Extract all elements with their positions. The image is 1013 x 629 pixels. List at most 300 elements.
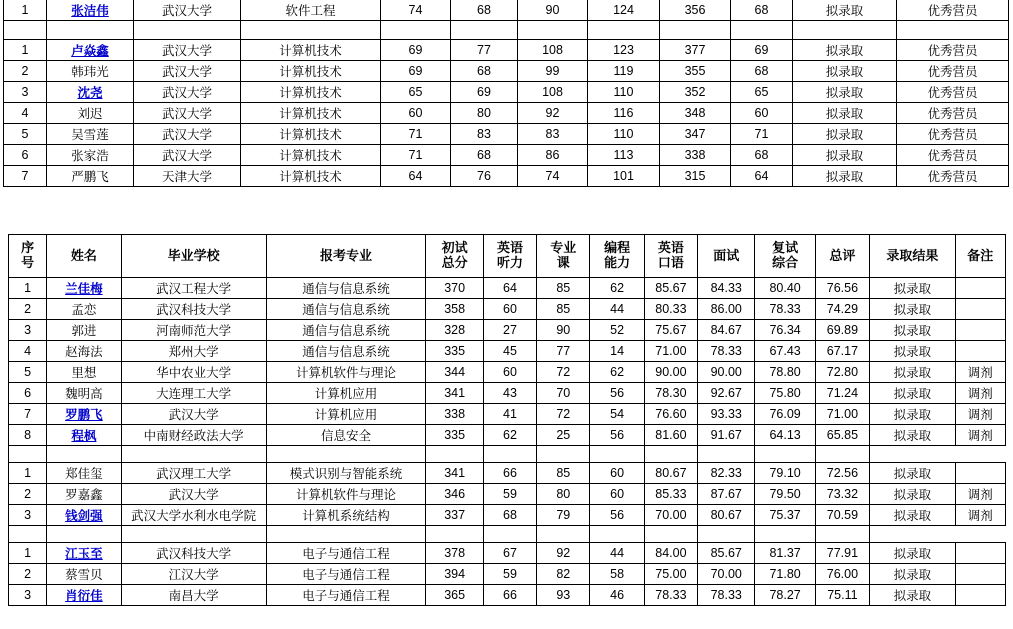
retest-composite: 71.80 [755, 564, 815, 585]
score-2: 68 [451, 0, 518, 21]
score-1: 69 [381, 40, 451, 61]
listening-score: 66 [483, 585, 536, 606]
empty-cell [134, 21, 241, 40]
admission-result: 拟录取 [793, 103, 897, 124]
graduate-school: 郑州大学 [121, 341, 266, 362]
remark: 优秀营员 [897, 103, 1009, 124]
初试-score: 341 [426, 383, 483, 404]
table-row [9, 564, 1006, 585]
graduate-school: 天津大学 [134, 166, 241, 187]
remark [955, 564, 1005, 585]
student-name: 张家浩 [47, 145, 134, 166]
major-course-score: 77 [537, 341, 590, 362]
row-index: 1 [4, 40, 47, 61]
oral-english-score: 80.33 [644, 299, 697, 320]
remark [955, 585, 1005, 606]
empty-cell [483, 526, 536, 543]
row-index: 5 [9, 362, 47, 383]
admission-result: 拟录取 [870, 320, 956, 341]
column-header: 专业 课 [537, 235, 590, 278]
listening-score: 27 [483, 320, 536, 341]
student-name[interactable] [47, 40, 134, 61]
student-name-link[interactable]: 沈尧 [77, 86, 103, 100]
table-row [4, 145, 1009, 166]
overall-score: 69.89 [815, 320, 869, 341]
listening-score: 62 [483, 425, 536, 446]
interview-score: 85.67 [698, 543, 755, 564]
score-1: 64 [381, 166, 451, 187]
applied-major: 计算机技术 [241, 103, 381, 124]
interview-score: 80.67 [698, 505, 755, 526]
retest-composite: 76.09 [755, 404, 815, 425]
empty-cell [815, 446, 869, 463]
admission-result: 拟录取 [870, 463, 956, 484]
overall-score: 72.80 [815, 362, 869, 383]
score-4: 110 [588, 124, 660, 145]
column-header: 总评 [815, 235, 869, 278]
applied-major: 通信与信息系统 [266, 341, 426, 362]
student-name: 韩玮光 [47, 61, 134, 82]
row-index: 7 [9, 404, 47, 425]
score-4: 119 [588, 61, 660, 82]
total-score: 352 [660, 82, 731, 103]
major-course-score: 80 [537, 484, 590, 505]
初试-score: 370 [426, 278, 483, 299]
retest-score: 65 [731, 82, 793, 103]
student-name[interactable] [47, 278, 121, 299]
listening-score: 60 [483, 299, 536, 320]
applied-major: 模式识别与智能系统 [266, 463, 426, 484]
empty-cell [644, 446, 697, 463]
empty-cell [266, 446, 426, 463]
applied-major: 电子与通信工程 [266, 585, 426, 606]
score-3: 108 [518, 40, 588, 61]
interview-score: 90.00 [698, 362, 755, 383]
score-3: 86 [518, 145, 588, 166]
applied-major: 计算机应用 [266, 383, 426, 404]
table-row [4, 0, 1009, 21]
student-name-link[interactable]: 程枫 [71, 429, 97, 443]
admission-table-main-wrap [8, 234, 1006, 606]
column-header: 英语 口语 [644, 235, 697, 278]
row-index: 2 [9, 299, 47, 320]
初试-score: 328 [426, 320, 483, 341]
table-separator-row [4, 21, 1009, 40]
listening-score: 45 [483, 341, 536, 362]
student-name-link[interactable]: 钱剑强 [65, 509, 103, 523]
score-1: 74 [381, 0, 451, 21]
row-index: 3 [9, 505, 47, 526]
interview-score: 78.33 [698, 585, 755, 606]
table-row [4, 103, 1009, 124]
score-3: 108 [518, 82, 588, 103]
graduate-school: 武汉大学水利水电学院 [121, 505, 266, 526]
admission-result: 拟录取 [870, 585, 956, 606]
empty-cell [9, 526, 47, 543]
student-name: 郑佳玺 [47, 463, 121, 484]
table-row [9, 463, 1006, 484]
row-index: 3 [9, 585, 47, 606]
row-index: 4 [4, 103, 47, 124]
student-name[interactable] [47, 0, 134, 21]
admission-result: 拟录取 [870, 564, 956, 585]
empty-cell [870, 446, 956, 463]
overall-score: 72.56 [815, 463, 869, 484]
interview-score: 92.67 [698, 383, 755, 404]
remark: 优秀营员 [897, 145, 1009, 166]
remark: 调剂 [955, 484, 1005, 505]
empty-cell [698, 446, 755, 463]
student-name[interactable] [47, 82, 134, 103]
student-name: 罗嘉鑫 [47, 484, 121, 505]
table-row [9, 484, 1006, 505]
empty-cell [537, 446, 590, 463]
programming-score: 54 [590, 404, 644, 425]
初试-score: 335 [426, 341, 483, 362]
programming-score: 14 [590, 341, 644, 362]
retest-score: 60 [731, 103, 793, 124]
column-header: 序 号 [9, 235, 47, 278]
admission-result: 拟录取 [793, 0, 897, 21]
major-course-score: 82 [537, 564, 590, 585]
row-index: 2 [9, 484, 47, 505]
overall-score: 75.11 [815, 585, 869, 606]
empty-cell [590, 446, 644, 463]
empty-cell [483, 446, 536, 463]
retest-composite: 75.37 [755, 505, 815, 526]
programming-score: 62 [590, 362, 644, 383]
admission-result: 拟录取 [793, 124, 897, 145]
oral-english-score: 85.67 [644, 278, 697, 299]
empty-cell [588, 21, 660, 40]
row-index: 1 [4, 0, 47, 21]
total-score: 377 [660, 40, 731, 61]
student-name[interactable] [47, 425, 121, 446]
listening-score: 43 [483, 383, 536, 404]
programming-score: 44 [590, 299, 644, 320]
remark [955, 463, 1005, 484]
student-name: 孟恋 [47, 299, 121, 320]
empty-cell [426, 446, 483, 463]
graduate-school: 南昌大学 [121, 585, 266, 606]
初试-score: 344 [426, 362, 483, 383]
student-name-link[interactable]: 卢焱鑫 [71, 44, 109, 58]
student-name: 严鹏飞 [47, 166, 134, 187]
remark [955, 341, 1005, 362]
admission-table-main [8, 234, 1006, 606]
oral-english-score: 80.67 [644, 463, 697, 484]
admission-result: 拟录取 [870, 505, 956, 526]
retest-composite: 78.80 [755, 362, 815, 383]
score-3: 83 [518, 124, 588, 145]
table-header-row [9, 235, 1006, 278]
admission-result: 拟录取 [870, 404, 956, 425]
retest-composite: 79.10 [755, 463, 815, 484]
admission-result: 拟录取 [793, 166, 897, 187]
graduate-school: 武汉大学 [134, 124, 241, 145]
interview-score: 87.67 [698, 484, 755, 505]
初试-score: 394 [426, 564, 483, 585]
student-name[interactable] [47, 543, 121, 564]
score-4: 110 [588, 82, 660, 103]
student-name[interactable] [47, 585, 121, 606]
score-1: 65 [381, 82, 451, 103]
row-index: 1 [9, 543, 47, 564]
programming-score: 60 [590, 484, 644, 505]
empty-cell [897, 21, 1009, 40]
score-1: 71 [381, 124, 451, 145]
programming-score: 62 [590, 278, 644, 299]
remark: 调剂 [955, 505, 1005, 526]
total-score: 338 [660, 145, 731, 166]
row-index: 7 [4, 166, 47, 187]
score-2: 77 [451, 40, 518, 61]
overall-score: 70.59 [815, 505, 869, 526]
column-header: 备注 [955, 235, 1005, 278]
score-1: 71 [381, 145, 451, 166]
interview-score: 91.67 [698, 425, 755, 446]
student-name: 里想 [47, 362, 121, 383]
column-header: 英语 听力 [483, 235, 536, 278]
programming-score: 60 [590, 463, 644, 484]
admission-result: 拟录取 [870, 484, 956, 505]
student-name-link[interactable]: 兰佳梅 [65, 282, 103, 296]
empty-cell [644, 526, 697, 543]
remark: 调剂 [955, 425, 1005, 446]
interview-score: 78.33 [698, 341, 755, 362]
admission-result: 拟录取 [870, 543, 956, 564]
applied-major: 计算机技术 [241, 166, 381, 187]
applied-major: 电子与通信工程 [266, 543, 426, 564]
applied-major: 通信与信息系统 [266, 278, 426, 299]
oral-english-score: 78.33 [644, 585, 697, 606]
row-index: 1 [9, 463, 47, 484]
empty-cell [755, 526, 815, 543]
applied-major: 计算机技术 [241, 82, 381, 103]
admission-result: 拟录取 [870, 362, 956, 383]
retest-score: 64 [731, 166, 793, 187]
remark: 优秀营员 [897, 166, 1009, 187]
graduate-school: 武汉大学 [134, 82, 241, 103]
listening-score: 41 [483, 404, 536, 425]
interview-score: 70.00 [698, 564, 755, 585]
admission-result: 拟录取 [793, 40, 897, 61]
major-course-score: 85 [537, 278, 590, 299]
empty-cell [755, 446, 815, 463]
interview-score: 84.33 [698, 278, 755, 299]
admission-result: 拟录取 [870, 299, 956, 320]
empty-cell [793, 21, 897, 40]
remark [955, 543, 1005, 564]
applied-major: 计算机应用 [266, 404, 426, 425]
interview-score: 84.67 [698, 320, 755, 341]
empty-cell [381, 21, 451, 40]
table-row [4, 82, 1009, 103]
row-index: 1 [9, 278, 47, 299]
score-3: 90 [518, 0, 588, 21]
graduate-school: 武汉大学 [121, 404, 266, 425]
remark: 优秀营员 [897, 124, 1009, 145]
empty-cell [698, 526, 755, 543]
remark: 调剂 [955, 383, 1005, 404]
score-4: 123 [588, 40, 660, 61]
graduate-school: 武汉大学 [134, 145, 241, 166]
major-course-score: 70 [537, 383, 590, 404]
column-header: 毕业学校 [121, 235, 266, 278]
overall-score: 73.32 [815, 484, 869, 505]
empty-cell [537, 526, 590, 543]
listening-score: 59 [483, 484, 536, 505]
score-4: 124 [588, 0, 660, 21]
table-row [4, 124, 1009, 145]
column-header: 报考专业 [266, 235, 426, 278]
oral-english-score: 70.00 [644, 505, 697, 526]
score-2: 69 [451, 82, 518, 103]
major-course-score: 90 [537, 320, 590, 341]
column-header: 姓名 [47, 235, 121, 278]
student-name: 刘迟 [47, 103, 134, 124]
column-header: 初试 总分 [426, 235, 483, 278]
listening-score: 59 [483, 564, 536, 585]
retest-composite: 79.50 [755, 484, 815, 505]
student-name: 郭进 [47, 320, 121, 341]
retest-composite: 81.37 [755, 543, 815, 564]
retest-composite: 78.33 [755, 299, 815, 320]
oral-english-score: 76.60 [644, 404, 697, 425]
score-3: 74 [518, 166, 588, 187]
overall-score: 71.24 [815, 383, 869, 404]
retest-score: 68 [731, 61, 793, 82]
applied-major: 通信与信息系统 [266, 320, 426, 341]
listening-score: 66 [483, 463, 536, 484]
student-name: 吴雪莲 [47, 124, 134, 145]
oral-english-score: 85.33 [644, 484, 697, 505]
oral-english-score: 90.00 [644, 362, 697, 383]
score-2: 68 [451, 145, 518, 166]
graduate-school: 武汉大学 [134, 61, 241, 82]
score-4: 113 [588, 145, 660, 166]
row-index: 3 [9, 320, 47, 341]
major-course-score: 25 [537, 425, 590, 446]
graduate-school: 华中农业大学 [121, 362, 266, 383]
score-2: 68 [451, 61, 518, 82]
row-index: 3 [4, 82, 47, 103]
total-score: 347 [660, 124, 731, 145]
empty-cell [9, 446, 47, 463]
table-separator-row [9, 526, 1006, 543]
oral-english-score: 75.00 [644, 564, 697, 585]
listening-score: 64 [483, 278, 536, 299]
overall-score: 76.56 [815, 278, 869, 299]
retest-composite: 78.27 [755, 585, 815, 606]
table-row [9, 505, 1006, 526]
remark [955, 320, 1005, 341]
student-name: 赵海法 [47, 341, 121, 362]
table-row [9, 320, 1006, 341]
empty-cell [47, 526, 121, 543]
table-separator-row [9, 446, 1006, 463]
remark: 优秀营员 [897, 0, 1009, 21]
admission-result: 拟录取 [870, 341, 956, 362]
student-name-link[interactable]: 江玉至 [65, 547, 103, 561]
oral-english-score: 75.67 [644, 320, 697, 341]
retest-score: 71 [731, 124, 793, 145]
row-index: 5 [4, 124, 47, 145]
total-score: 315 [660, 166, 731, 187]
student-name: 蔡雪贝 [47, 564, 121, 585]
graduate-school: 大连理工大学 [121, 383, 266, 404]
admission-result: 拟录取 [870, 278, 956, 299]
retest-composite: 80.40 [755, 278, 815, 299]
table-row [4, 61, 1009, 82]
retest-composite: 75.80 [755, 383, 815, 404]
empty-cell [518, 21, 588, 40]
初试-score: 358 [426, 299, 483, 320]
overall-score: 77.91 [815, 543, 869, 564]
major-course-score: 85 [537, 463, 590, 484]
table-row [9, 278, 1006, 299]
初试-score: 335 [426, 425, 483, 446]
applied-major: 通信与信息系统 [266, 299, 426, 320]
empty-cell [266, 526, 426, 543]
retest-score: 68 [731, 145, 793, 166]
初试-score: 346 [426, 484, 483, 505]
major-course-score: 93 [537, 585, 590, 606]
empty-cell [121, 526, 266, 543]
empty-cell [4, 21, 47, 40]
empty-cell [590, 526, 644, 543]
interview-score: 86.00 [698, 299, 755, 320]
table-row [9, 362, 1006, 383]
student-name-link[interactable]: 罗鹏飞 [65, 408, 103, 422]
retest-score: 68 [731, 0, 793, 21]
applied-major: 计算机技术 [241, 145, 381, 166]
empty-cell [426, 526, 483, 543]
empty-cell [660, 21, 731, 40]
table-row [4, 166, 1009, 187]
total-score: 348 [660, 103, 731, 124]
graduate-school: 武汉科技大学 [121, 543, 266, 564]
初试-score: 378 [426, 543, 483, 564]
remark: 优秀营员 [897, 82, 1009, 103]
student-name[interactable] [47, 505, 121, 526]
score-4: 116 [588, 103, 660, 124]
retest-composite: 64.13 [755, 425, 815, 446]
column-header: 面试 [698, 235, 755, 278]
remark: 调剂 [955, 404, 1005, 425]
programming-score: 56 [590, 425, 644, 446]
初试-score: 365 [426, 585, 483, 606]
programming-score: 58 [590, 564, 644, 585]
empty-cell [955, 526, 1005, 543]
admission-result: 拟录取 [793, 61, 897, 82]
retest-score: 69 [731, 40, 793, 61]
row-index: 6 [9, 383, 47, 404]
interview-score: 82.33 [698, 463, 755, 484]
overall-score: 65.85 [815, 425, 869, 446]
student-name-link[interactable]: 肖衍佳 [65, 589, 103, 603]
oral-english-score: 84.00 [644, 543, 697, 564]
table-row [9, 299, 1006, 320]
admission-result: 拟录取 [793, 82, 897, 103]
programming-score: 46 [590, 585, 644, 606]
student-name[interactable] [47, 404, 121, 425]
oral-english-score: 81.60 [644, 425, 697, 446]
overall-score: 74.29 [815, 299, 869, 320]
programming-score: 44 [590, 543, 644, 564]
major-course-score: 85 [537, 299, 590, 320]
student-name-link[interactable]: 张洁伟 [71, 4, 109, 18]
